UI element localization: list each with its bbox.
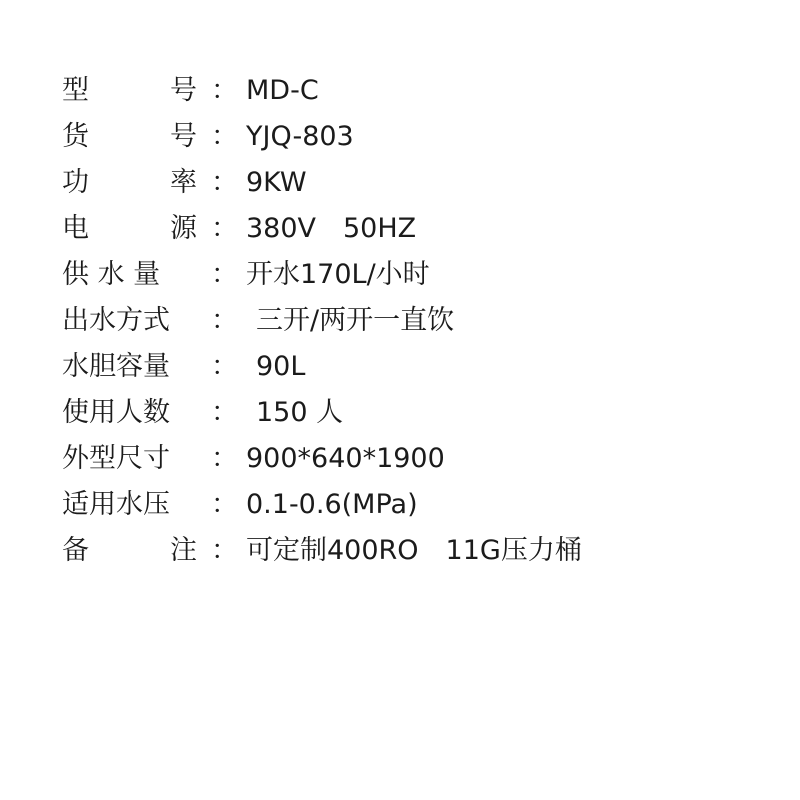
spec-label-colon: ： <box>211 167 238 198</box>
spec-label-power-supply <box>62 206 238 252</box>
spec-label-colon: ： <box>211 397 238 428</box>
spec-label-item-number <box>62 114 238 160</box>
spec-label-colon: ： <box>211 259 238 290</box>
spec-row <box>62 114 762 160</box>
spec-label-colon: ： <box>211 351 238 382</box>
spec-label-text: 功 率 <box>62 167 197 198</box>
spec-row <box>62 206 762 252</box>
spec-label-text: 电 源 <box>62 213 197 244</box>
spec-value-power-supply: 380V 50HZ <box>246 213 417 244</box>
spec-label-text: 货 号 <box>62 121 197 152</box>
spec-row <box>62 68 762 114</box>
spec-row <box>62 436 762 482</box>
spec-label-water-supply <box>62 252 238 298</box>
spec-value-remark: 可定制400RO 11G压力桶 <box>246 535 582 566</box>
spec-value-item-number: YJQ-803 <box>246 121 354 152</box>
spec-value-water-supply: 开水170L/小时 <box>246 259 430 290</box>
spec-label-text: 使用人数 <box>62 397 170 428</box>
spec-label-colon: ： <box>211 121 238 152</box>
spec-label-text: 型 号 <box>62 75 197 106</box>
spec-label-dimensions <box>62 436 238 482</box>
spec-row <box>62 344 762 390</box>
spec-label-colon: ： <box>211 489 238 520</box>
spec-value-tank-capacity: 90L <box>256 351 306 382</box>
spec-label-colon: ： <box>211 535 238 566</box>
spec-row <box>62 298 762 344</box>
spec-label-text: 备 注 <box>62 535 197 566</box>
spec-row <box>62 252 762 298</box>
spec-label-colon: ： <box>211 443 238 474</box>
spec-label-text: 适用水压 <box>62 489 170 520</box>
spec-label-text: 外型尺寸 <box>62 443 170 474</box>
spec-label-colon: ： <box>211 213 238 244</box>
spec-row <box>62 528 762 574</box>
spec-label-power <box>62 160 238 206</box>
spec-label-user-count <box>62 390 238 436</box>
spec-label-model <box>62 68 238 114</box>
spec-label-water-pressure <box>62 482 238 528</box>
spec-value-model: MD-C <box>246 75 319 106</box>
spec-label-text: 水胆容量 <box>62 351 170 382</box>
spec-label-text: 供 水 量 <box>62 259 161 290</box>
spec-value-outlet-mode: 三开/两开一直饮 <box>256 305 455 336</box>
spec-label-tank-capacity <box>62 344 238 390</box>
spec-label-outlet-mode <box>62 298 238 344</box>
spec-row <box>62 390 762 436</box>
spec-label-colon: ： <box>211 305 238 336</box>
spec-value-water-pressure: 0.1-0.6(MPa) <box>246 489 418 520</box>
spec-value-dimensions: 900*640*1900 <box>246 443 445 474</box>
spec-value-user-count: 150 人 <box>256 397 344 428</box>
spec-label-text: 出水方式 <box>62 305 170 336</box>
spec-label-colon: ： <box>211 75 238 106</box>
spec-label-remark <box>62 528 238 574</box>
spec-list <box>62 68 762 574</box>
spec-value-power: 9KW <box>246 167 307 198</box>
spec-row <box>62 160 762 206</box>
spec-row <box>62 482 762 528</box>
